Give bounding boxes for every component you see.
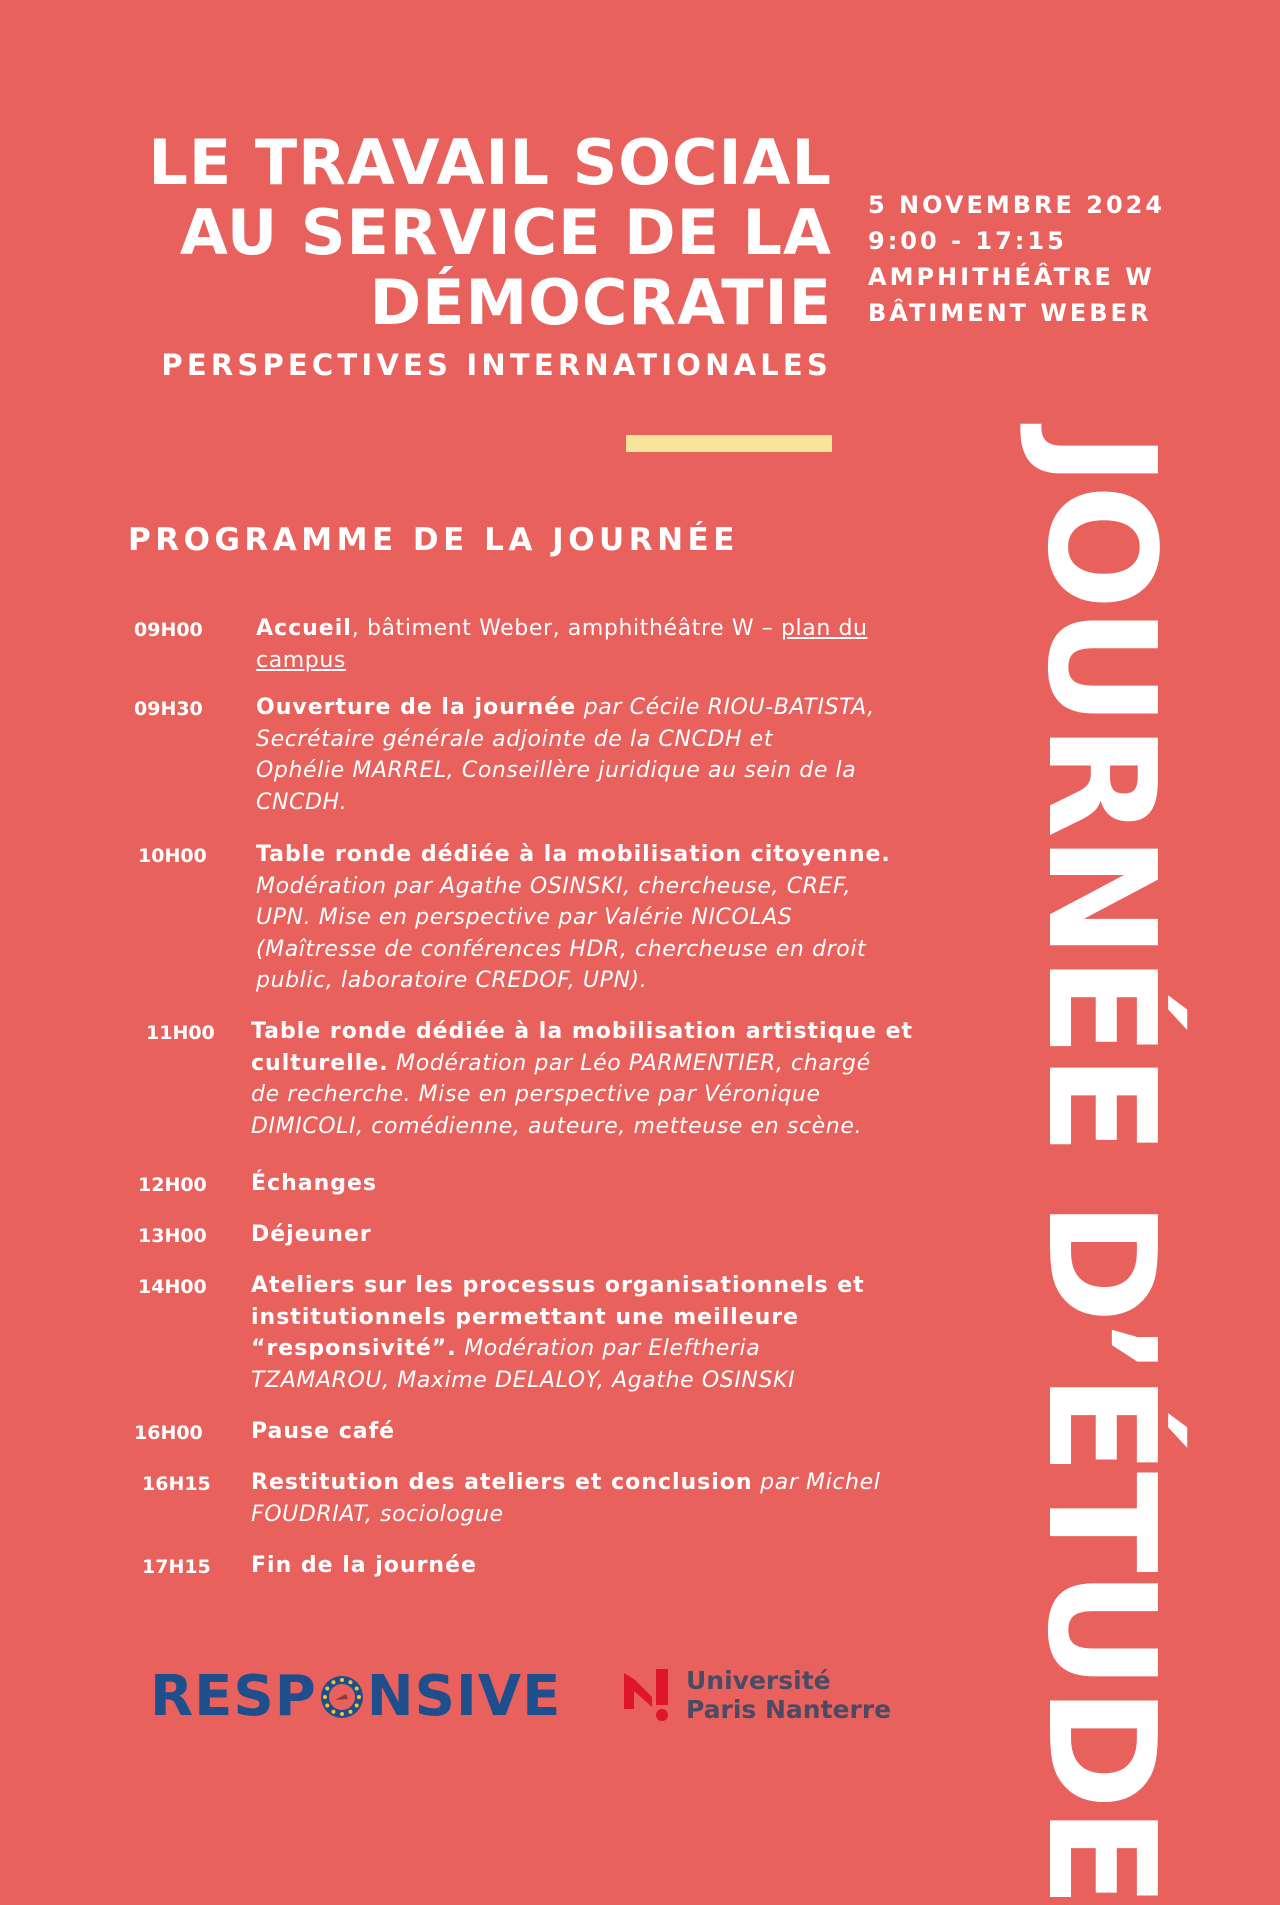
description-line [251, 1016, 913, 1048]
eu-star-icon [331, 1709, 335, 1713]
program-time: 09H30 [134, 698, 203, 720]
description-line [256, 965, 891, 997]
description-segment: Modération par Eleftheria [456, 1336, 761, 1361]
description-line [251, 1499, 880, 1531]
program-description [251, 1416, 395, 1448]
event-room: AMPHITHÉÂTRE W [868, 263, 1155, 291]
program-time: 10H00 [138, 845, 207, 867]
description-segment: Ophélie MARREL, Conseillère juridique au sein de la [256, 758, 857, 783]
description-segment: Ouverture de la journée [256, 695, 577, 720]
title-line-3: DÉMOCRATIE [369, 266, 832, 339]
description-segment: par Michel [752, 1470, 881, 1495]
responsive-logo-part-2: NSIVE [366, 1664, 562, 1729]
program-time: 14H00 [138, 1276, 207, 1298]
description-segment: TZAMAROU, Maxime DELALOY, Agathe OSINSKI [251, 1367, 796, 1393]
event-building: BÂTIMENT WEBER [868, 299, 1152, 327]
description-line [251, 1219, 372, 1251]
campus-map-link[interactable]: campus [256, 647, 346, 673]
description-line [256, 839, 891, 871]
description-segment: FOUDRIAT, sociologue [251, 1501, 504, 1527]
description-segment: , bâtiment Weber, amphithéâtre W – [351, 616, 781, 641]
description-segment: “responsivité”. [251, 1336, 457, 1361]
eu-star-icon [348, 1680, 352, 1684]
nanterre-name [686, 1666, 891, 1724]
eu-star-icon [354, 1686, 358, 1690]
program-time: 16H00 [134, 1422, 203, 1444]
description-segment: Restitution des ateliers et conclusion [251, 1470, 753, 1495]
event-hours: 9:00 - 17:15 [868, 227, 1067, 255]
event-date: 5 NOVEMBRE 2024 [868, 191, 1166, 219]
description-line [251, 1550, 477, 1582]
description-line [256, 787, 875, 819]
description-segment: Pause café [251, 1419, 396, 1444]
program-time: 17H15 [142, 1556, 211, 1578]
nanterre-n-icon [624, 1667, 676, 1723]
description-segment: UPN. Mise en perspective par Valérie NICOLAS [256, 905, 793, 930]
title-block [120, 128, 832, 382]
description-line [256, 724, 875, 756]
program-description [251, 1467, 880, 1530]
responsive-logo [150, 1664, 561, 1729]
description-segment: Table ronde dédiée à la mobilisation citoyenne. [256, 842, 891, 867]
description-line [251, 1302, 865, 1334]
eu-star-icon [340, 1678, 344, 1682]
program-description [256, 692, 875, 818]
description-line [256, 871, 891, 903]
description-line [251, 1333, 865, 1365]
description-line [256, 613, 868, 645]
description-line [251, 1168, 377, 1200]
nanterre-logo [624, 1666, 891, 1724]
program-description [251, 1550, 477, 1582]
title-line-1: LE TRAVAIL SOCIAL [148, 126, 832, 199]
program-heading: PROGRAMME DE LA JOURNÉE [128, 522, 739, 558]
description-segment: Accueil [256, 616, 352, 641]
program-time: 12H00 [138, 1174, 207, 1196]
description-segment: DIMICOLI, comédienne, auteure, metteuse en scène. [251, 1113, 863, 1139]
description-line [251, 1416, 395, 1448]
program-description [256, 613, 868, 676]
description-segment: Ateliers sur les processus organisationnels et [251, 1273, 865, 1298]
description-line [251, 1111, 913, 1143]
description-line [256, 902, 891, 934]
description-segment: Table ronde dédiée à la mobilisation artistique et [251, 1019, 914, 1044]
program-description [256, 839, 891, 997]
campus-map-link[interactable]: plan du [780, 616, 868, 641]
title-line-2: AU SERVICE DE LA [179, 196, 832, 269]
program-time: 13H00 [138, 1225, 207, 1247]
description-line [256, 755, 875, 787]
program-time: 16H15 [142, 1473, 211, 1495]
description-segment: culturelle. [251, 1050, 389, 1076]
event-info [868, 187, 1165, 331]
nanterre-line-2: Paris Nanterre [686, 1695, 892, 1724]
eu-star-icon [325, 1703, 329, 1707]
description-segment: institutionnels permettant une meilleure [251, 1304, 800, 1330]
description-segment: par Cécile RIOU-BATISTA, [576, 695, 875, 720]
description-line [251, 1270, 865, 1302]
description-segment: Fin de la journée [251, 1553, 477, 1578]
program-description [251, 1219, 372, 1251]
eu-stars-circle-icon [318, 1673, 366, 1721]
eu-star-icon [357, 1695, 361, 1699]
program-description [251, 1016, 913, 1142]
eu-star-icon [323, 1695, 327, 1699]
eu-star-icon [354, 1703, 358, 1707]
description-line [256, 645, 868, 677]
vertical-title: JOURNÉE D’ÉTUDE [1015, 432, 1187, 1905]
description-line [251, 1048, 913, 1080]
description-segment: (Maîtresse de conférences HDR, chercheuse en droit [256, 936, 867, 962]
program-description [251, 1168, 377, 1200]
accent-bar [626, 435, 832, 452]
description-segment: Modération par Léo PARMENTIER, chargé [388, 1050, 871, 1076]
description-segment: Secrétaire générale adjointe de la CNCDH et [256, 726, 774, 752]
description-segment: CNCDH. [256, 789, 348, 815]
description-line [251, 1467, 880, 1499]
program-description [251, 1270, 865, 1396]
description-line [251, 1365, 865, 1397]
responsive-logo-part-1: RESP [150, 1664, 317, 1729]
eu-star-icon [331, 1680, 335, 1684]
description-segment: Échanges [251, 1171, 378, 1196]
description-segment: de recherche. Mise en perspective par Véronique [251, 1082, 821, 1107]
description-segment: public, laboratoire CREDOF, UPN). [256, 968, 648, 993]
description-segment: Modération par Agathe OSINSKI, chercheuse, CREF, [256, 873, 852, 899]
nanterre-line-1: Université [686, 1666, 831, 1695]
subtitle: PERSPECTIVES INTERNATIONALES [161, 348, 832, 382]
program-time: 09H00 [134, 619, 203, 641]
description-line [256, 692, 875, 724]
description-segment: Déjeuner [251, 1222, 372, 1247]
description-line [256, 934, 891, 966]
program-time: 11H00 [146, 1022, 215, 1044]
eu-star-icon [340, 1712, 344, 1716]
eu-star-icon [348, 1709, 352, 1713]
eu-star-icon [325, 1686, 329, 1690]
description-line [251, 1079, 913, 1111]
